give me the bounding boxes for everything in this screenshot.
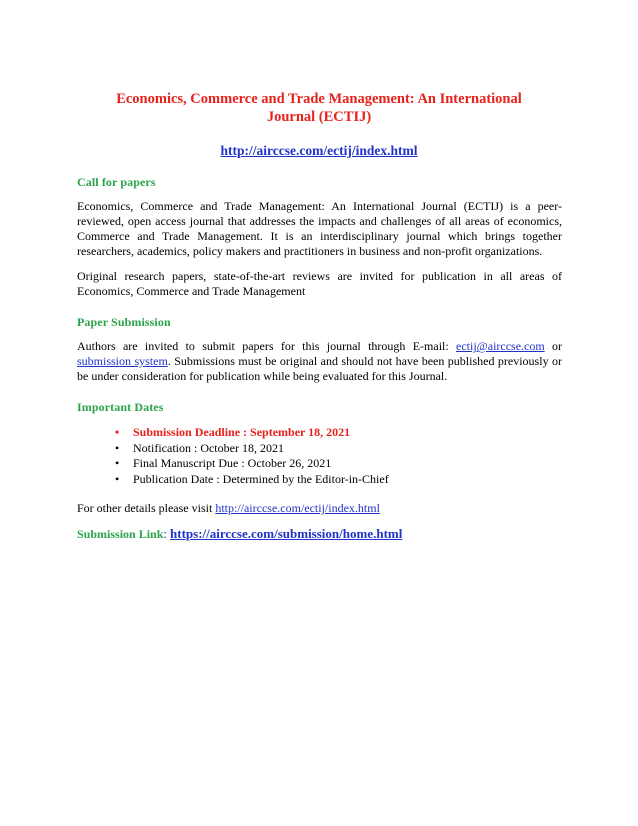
paper-line-3: be under consideration for publication while being evaluated for this Journal. [77,369,448,383]
paper-line-1 [77,339,562,354]
date-item-notification: • Notification : October 18, 2021 [115,441,389,457]
email-link[interactable]: ectij@airccse.com [456,339,545,353]
paper-submission-paragraph [77,339,562,384]
journal-title [96,90,542,126]
call-line-2: reviewed, open access journal that addresses the impacts and challenges of all areas of economics, [77,214,562,228]
paper-line1-text: Authors are invited to submit papers for this journal through E-mail: [77,339,449,353]
call-line-4: researchers, academics, policy makers and practitioners in business and non-profit organizations. [77,244,543,258]
paper-line-2 [77,354,562,369]
paper-submission-heading: Paper Submission [77,315,171,329]
submission-link-label: Submission Link [77,527,164,541]
journal-title-line1: Economics, Commerce and Trade Management: An International [116,91,522,107]
call-line-3: Commerce and Trade Management. It is an interdisciplinary journal which brings together [77,229,562,243]
date-item-publication: • Publication Date : Determined by the Editor-in-Chief [115,472,389,488]
journal-title-line2: Journal (ECTIJ) [266,109,372,125]
journal-url-line [0,143,638,159]
important-dates-heading: Important Dates [77,400,164,414]
submission-link-colon: : [163,526,168,541]
other-details-text: For other details please visit [77,501,213,515]
call-for-papers-heading: Call for papers [77,175,156,189]
submission-link-url[interactable]: https://airccse.com/submission/home.html [170,526,403,541]
call-line-1: Economics, Commerce and Trade Management: An International Journal (ECTIJ) is a peer- [77,199,562,213]
paper-line1-suffix: or [552,339,563,353]
other-details-line [77,501,380,516]
call-for-papers-paragraph [77,199,562,259]
submission-link-line [77,526,402,542]
other-details-link[interactable]: http://airccse.com/ectij/index.html [215,501,380,515]
paper-line2-text: . Submissions must be original and should not have been published previously or [167,354,562,368]
submission-system-link[interactable]: submission system [77,354,168,368]
date-item-submission-deadline: • Submission Deadline : September 18, 2021 [115,425,389,441]
journal-url-link[interactable]: http://airccse.com/ectij/index.html [220,143,418,158]
original-research-paragraph [77,269,562,299]
original-line-2: Economics, Commerce and Trade Management [77,284,306,298]
date-item-final-manuscript: • Final Manuscript Due : October 26, 2021 [115,456,389,472]
original-line-1: Original research papers, state-of-the-art reviews are invited for publication in all areas of [77,269,562,283]
important-dates-list [115,425,389,487]
